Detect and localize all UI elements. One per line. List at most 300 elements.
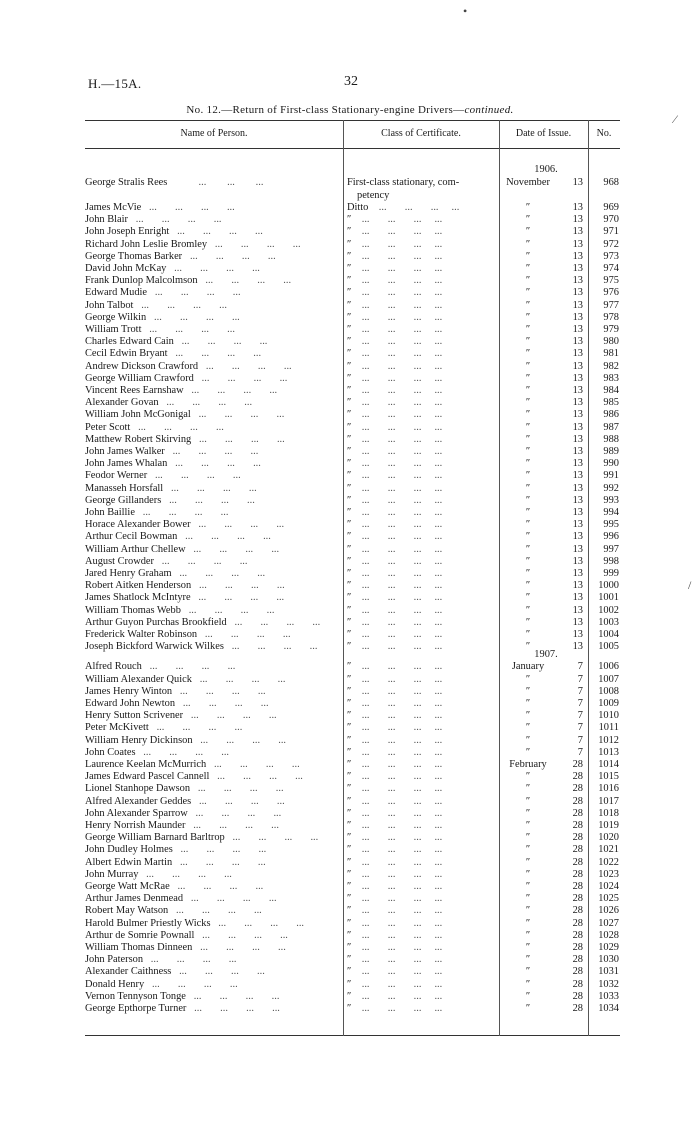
certificate-number: 1016: [598, 783, 619, 795]
person-name: John Dudley Holmes ... ... ... ...: [85, 844, 267, 856]
person-name: William Trott ... ... ... ...: [85, 324, 235, 335]
table-row: [85, 617, 620, 629]
issue-month: ″: [525, 641, 531, 653]
table-row: [85, 592, 620, 604]
table-row: [85, 373, 620, 385]
certificate-class: ″ ... ... ... ...: [347, 592, 443, 604]
issue-month: ″: [525, 421, 531, 433]
certificate-class: ″ ... ... ... ...: [347, 543, 443, 555]
table-row: [85, 735, 620, 747]
certificate-class: ″ ... ... ... ...: [347, 795, 443, 807]
person-name: Robert May Watson ... ... ... ...: [85, 905, 262, 917]
person-name: Matthew Robert Skirving ... ... ... ...: [85, 433, 285, 445]
table-row: [85, 556, 620, 568]
issue-day: 7: [577, 661, 583, 673]
person-name: James Henry Winton ... ... ... ...: [85, 685, 266, 697]
certificate-number: 1022: [598, 856, 619, 868]
issue-month: ″: [525, 868, 531, 880]
certificate-number: 1019: [598, 820, 619, 831]
certificate-class: ″ ... ... ... ...: [347, 698, 443, 709]
person-name: Frank Dunlop Malcolmson ... ... ... ...: [85, 275, 292, 287]
table-row: [85, 324, 620, 336]
certificate-class: ″ ... ... ... ...: [347, 385, 443, 396]
table-row: [85, 1003, 620, 1015]
person-name: James McVie ... ... ... ...: [85, 202, 235, 213]
issue-month: ″: [525, 1003, 531, 1014]
certificate-number: 1026: [598, 905, 619, 917]
issue-month: ″: [525, 978, 531, 990]
issue-day: 13: [572, 263, 583, 274]
certificate-number: 986: [603, 409, 619, 421]
certificate-class: ″ ... ... ... ...: [347, 673, 443, 685]
certificate-class: ″ ... ... ... ...: [347, 531, 443, 543]
person-name: Arthur Cecil Bowman ... ... ... ...: [85, 531, 271, 543]
table-row: [85, 483, 620, 495]
issue-day: 28: [572, 783, 583, 795]
person-name: David John McKay ... ... ... ...: [85, 263, 260, 274]
issue-month: ″: [525, 942, 531, 953]
issue-day: 28: [572, 844, 583, 856]
issue-month: ″: [525, 238, 531, 250]
certificate-class: ″ ... ... ... ...: [347, 783, 443, 795]
issue-day: 28: [572, 868, 583, 880]
table-row: [85, 796, 620, 808]
issue-month: ″: [525, 433, 531, 445]
table-row: [85, 507, 620, 519]
person-name: William Thomas Dinneen ... ... ... ...: [85, 942, 286, 953]
person-name: Albert Edwin Martin ... ... ... ...: [85, 856, 266, 868]
certificate-number: 973: [603, 250, 619, 262]
certificate-number: 987: [603, 421, 619, 433]
issue-day: 28: [572, 881, 583, 892]
certificate-class: ″ ... ... ... ...: [347, 868, 443, 880]
person-name: Charles Edward Cain ... ... ... ...: [85, 336, 268, 348]
certificate-class: ″ ... ... ... ...: [347, 507, 443, 518]
issue-month: ″: [525, 385, 531, 396]
certificate-class: ″ ... ... ... ...: [347, 990, 443, 1002]
issue-day: 7: [577, 746, 583, 758]
drivers-table: [85, 120, 620, 1036]
table-row: [85, 722, 620, 734]
issue-month: ″: [525, 807, 531, 819]
certificate-class: ″ ... ... ... ...: [347, 917, 443, 929]
issue-month: ″: [525, 397, 531, 409]
certificate-number: 1017: [598, 795, 619, 807]
certificate-number: 990: [603, 458, 619, 470]
issue-day: 7: [577, 734, 583, 746]
table-row: [85, 495, 620, 507]
certificate-class: ″ ... ... ... ...: [347, 311, 443, 323]
issue-day: 13: [572, 385, 583, 396]
issue-day: 13: [572, 397, 583, 409]
certificate-class: ″ ... ... ... ...: [347, 746, 443, 758]
certificate-number: 1028: [598, 929, 619, 941]
table-row: [85, 348, 620, 360]
certificate-class: ″ ... ... ... ...: [347, 519, 443, 531]
person-name: William Alexander Quick ... ... ... ...: [85, 673, 286, 685]
certificate-number: 975: [603, 275, 619, 287]
issue-month: ″: [525, 250, 531, 262]
certificate-class: ″ ... ... ... ...: [347, 470, 443, 482]
certificate-class: ″ ... ... ... ...: [347, 458, 443, 470]
table-row: [85, 991, 620, 1003]
certificate-number: 1007: [598, 673, 619, 685]
issue-month: ″: [525, 710, 531, 722]
year-1906: 1906.: [534, 164, 558, 175]
person-name: Frederick Walter Robinson ... ... ... ...: [85, 629, 291, 640]
issue-day: 28: [572, 820, 583, 831]
person-name: George William Crawford ... ... ... ...: [85, 372, 288, 384]
table-row: [85, 881, 620, 893]
issue-month: ″: [525, 832, 531, 844]
certificate-class: ″ ... ... ... ...: [347, 807, 443, 819]
table-row: [85, 905, 620, 917]
issue-month: ″: [525, 458, 531, 470]
certificate-class: ″ ... ... ... ...: [347, 820, 443, 831]
certificate-number: 982: [603, 360, 619, 372]
certificate-class: ″ ... ... ... ...: [347, 409, 443, 421]
table-row: [85, 893, 620, 905]
certificate-class: ″ ... ... ... ...: [347, 421, 443, 433]
certificate-class: ″ ... ... ... ...: [347, 336, 443, 348]
column-header-no: No.: [596, 128, 612, 139]
issue-day: 28: [572, 832, 583, 844]
table-row: [85, 954, 620, 966]
issue-day: 13: [572, 287, 583, 299]
person-name: George Epthorpe Turner ... ... ... ...: [85, 1003, 280, 1014]
certificate-class: ″ ... ... ... ...: [347, 881, 443, 892]
certificate-number: 1018: [598, 807, 619, 819]
column-header-date: Date of Issue.: [515, 128, 572, 139]
person-name: Feodor Werner ... ... ... ...: [85, 470, 241, 482]
issue-month: ″: [525, 746, 531, 758]
issue-day: 28: [572, 893, 583, 905]
certificate-class: ″ ... ... ... ...: [347, 759, 443, 770]
issue-day: 7: [577, 710, 583, 722]
table-row: [85, 966, 620, 978]
certificate-number: 1020: [598, 832, 619, 844]
issue-day: 13: [572, 494, 583, 506]
issue-month: ″: [525, 409, 531, 421]
certificate-number: 969: [603, 202, 619, 213]
title-main: No. 12.—Return of First-class Stationary-engine Drivers—: [186, 104, 465, 116]
table-row: [85, 930, 620, 942]
certificate-class: First-class stationary, com-: [347, 177, 460, 188]
person-name: Arthur de Somrie Pownall ... ... ... ...: [85, 929, 288, 941]
page-number: 32: [344, 74, 358, 89]
issue-month: ″: [525, 324, 531, 335]
table-row: [85, 519, 620, 531]
document-reference: H.—15A.: [88, 76, 142, 91]
certificate-class: ″ ... ... ... ...: [347, 661, 443, 673]
certificate-number: 1033: [598, 990, 619, 1002]
certificate-number: 996: [603, 531, 619, 543]
table-row: [85, 710, 620, 722]
person-name: Peter Scott ... ... ... ...: [85, 421, 224, 433]
issue-month: ″: [525, 673, 531, 685]
table-row: [85, 674, 620, 686]
issue-day: 28: [572, 954, 583, 966]
issue-month: ″: [525, 629, 531, 640]
person-name: John James Whalan ... ... ... ...: [85, 458, 261, 470]
person-name: Lionel Stanhope Dawson ... ... ... ...: [85, 783, 284, 795]
person-name: Robert Aitken Henderson ... ... ... ...: [85, 580, 285, 592]
person-name: Alexander Govan ... ... ... ...: [85, 397, 253, 409]
issue-day: 28: [572, 905, 583, 917]
issue-day: 13: [572, 433, 583, 445]
certificate-number: 1000: [598, 580, 619, 592]
issue-day: 13: [572, 250, 583, 262]
title-continued: continued.: [464, 104, 514, 116]
person-name: Arthur Guyon Purchas Brookfield ... ... ... ...: [85, 616, 321, 628]
certificate-number: 1003: [598, 616, 619, 628]
certificate-class: ″ ... ... ... ...: [347, 616, 443, 628]
certificate-number: 988: [603, 433, 619, 445]
certificate-number: 989: [603, 446, 619, 457]
certificate-number: 999: [603, 568, 619, 579]
table-row: [85, 759, 620, 771]
certificate-class: ″ ... ... ... ...: [347, 771, 443, 783]
certificate-class: ″ ... ... ... ...: [347, 360, 443, 372]
issue-month: ″: [525, 494, 531, 506]
issue-month: ″: [525, 446, 531, 457]
issue-day: 13: [572, 348, 583, 360]
certificate-number: 1014: [598, 759, 619, 770]
certificate-class: ″ ... ... ... ...: [347, 905, 443, 917]
table-row: [85, 629, 620, 641]
certificate-number: 1011: [598, 722, 619, 734]
certificate-number: 1010: [598, 710, 619, 722]
issue-day: 13: [572, 409, 583, 421]
certificate-class: ″ ... ... ... ...: [347, 287, 443, 299]
table-row: [85, 544, 620, 556]
issue-day: 13: [572, 519, 583, 531]
certificate-number: 985: [603, 397, 619, 409]
certificate-class: ″ ... ... ... ...: [347, 494, 443, 506]
certificate-number: 1012: [598, 734, 619, 746]
issue-day: 7: [577, 698, 583, 709]
issue-day: 13: [572, 311, 583, 323]
certificate-class: ″ ... ... ... ...: [347, 299, 443, 311]
issue-day: 13: [572, 446, 583, 457]
issue-day: 13: [572, 482, 583, 494]
issue-day: 13: [572, 531, 583, 543]
certificate-number: 1023: [598, 868, 619, 880]
certificate-number: 997: [603, 543, 619, 555]
issue-day: 13: [572, 604, 583, 616]
issue-month: ″: [525, 844, 531, 856]
issue-month: ″: [525, 917, 531, 929]
issue-month: ″: [525, 929, 531, 941]
certificate-number: 1009: [598, 698, 619, 709]
issue-month: ″: [525, 226, 531, 238]
table-row: [85, 808, 620, 820]
table-row: [85, 747, 620, 759]
margin-mark: ⁄: [674, 112, 677, 126]
issue-month: ″: [525, 592, 531, 604]
issue-day: 13: [572, 580, 583, 592]
issue-month: ″: [525, 299, 531, 311]
issue-day: 13: [572, 616, 583, 628]
issue-day: 13: [572, 555, 583, 567]
person-name: Richard John Leslie Bromley ... ... ... ...: [85, 238, 301, 250]
issue-month: January: [511, 661, 545, 673]
issue-day: 13: [572, 543, 583, 555]
certificate-class: ″ ... ... ... ...: [347, 348, 443, 360]
issue-month: ″: [525, 856, 531, 868]
table-row: [85, 434, 620, 446]
issue-day: 13: [572, 421, 583, 433]
person-name: William Arthur Chellew ... ... ... ...: [85, 543, 280, 555]
certificate-number: 991: [603, 470, 619, 482]
certificate-number: 1002: [598, 604, 619, 616]
certificate-class: ″ ... ... ... ...: [347, 832, 443, 844]
person-name: George Stralis Rees ... ... ...: [85, 177, 264, 188]
issue-day: 13: [572, 324, 583, 335]
issue-day: 13: [572, 629, 583, 640]
certificate-class: ″ ... ... ... ...: [347, 942, 443, 953]
certificate-class: ″ ... ... ... ...: [347, 734, 443, 746]
issue-day: 13: [572, 458, 583, 470]
certificate-class: ″ ... ... ... ...: [347, 263, 443, 274]
issue-month: ″: [525, 519, 531, 531]
issue-day: 28: [572, 856, 583, 868]
table-row: [85, 336, 620, 348]
certificate-number: 995: [603, 519, 619, 531]
issue-month: ″: [525, 881, 531, 892]
issue-day: 13: [572, 336, 583, 348]
issue-month: ″: [525, 966, 531, 978]
issue-month: ″: [525, 543, 531, 555]
issue-day: 28: [572, 795, 583, 807]
certificate-number: 1001: [598, 592, 619, 604]
certificate-number: 974: [603, 263, 619, 274]
issue-month: ″: [525, 580, 531, 592]
issue-day: 28: [572, 942, 583, 953]
table-row: [85, 312, 620, 324]
certificate-class: ″ ... ... ... ...: [347, 1003, 443, 1014]
issue-day: 13: [572, 641, 583, 653]
table-row: [85, 979, 620, 991]
issue-month: ″: [525, 771, 531, 783]
table-row: [85, 857, 620, 869]
person-name: Edward Mudie ... ... ... ...: [85, 287, 241, 299]
table-row: [85, 385, 620, 397]
table-row: [85, 397, 620, 409]
person-name: Andrew Dickson Crawford ... ... ... ...: [85, 360, 292, 372]
table-row: [85, 300, 620, 312]
table-row: [85, 942, 620, 954]
certificate-number: 998: [603, 555, 619, 567]
table-row: [85, 869, 620, 881]
person-name: Donald Henry ... ... ... ...: [85, 978, 238, 990]
certificate-class: ″ ... ... ... ...: [347, 482, 443, 494]
certificate-class: ″ ... ... ... ...: [347, 929, 443, 941]
issue-month: ″: [525, 783, 531, 795]
issue-month: ″: [525, 555, 531, 567]
table-row: [85, 531, 620, 543]
issue-month: ″: [525, 372, 531, 384]
issue-day: 7: [577, 673, 583, 685]
certificate-number: 976: [603, 287, 619, 299]
issue-day: 28: [572, 1003, 583, 1014]
person-name: Joseph Bickford Warwick Wilkes ... ... ... ...: [85, 641, 318, 653]
certificate-number: 971: [603, 226, 619, 238]
issue-month: ″: [525, 893, 531, 905]
issue-month: ″: [525, 722, 531, 734]
certificate-number: 1008: [598, 685, 619, 697]
issue-month: ″: [525, 287, 531, 299]
issue-month: ″: [525, 348, 531, 360]
column-header-name: Name of Person.: [180, 128, 248, 139]
table-row: [85, 580, 620, 592]
person-name: August Crowder ... ... ... ...: [85, 555, 248, 567]
issue-day: 13: [572, 470, 583, 482]
certificate-number: 972: [603, 238, 619, 250]
issue-month: ″: [525, 482, 531, 494]
issue-day: 13: [572, 226, 583, 238]
certificate-number: 1015: [598, 771, 619, 783]
stray-mark: •: [463, 4, 468, 18]
person-name: John Talbot ... ... ... ...: [85, 299, 227, 311]
certificate-class: ″ ... ... ... ...: [347, 568, 443, 579]
table-row-first: [85, 177, 620, 189]
certificate-class: ″ ... ... ... ...: [347, 275, 443, 287]
person-name: John James Walker ... ... ... ...: [85, 446, 259, 457]
person-name: Horace Alexander Bower ... ... ... ...: [85, 519, 285, 531]
table-top-rule: [85, 120, 620, 121]
certificate-number: 1030: [598, 954, 619, 966]
certificate-number: 984: [603, 385, 619, 396]
certificate-number: 1013: [598, 746, 619, 758]
certificate-class: ″ ... ... ... ...: [347, 580, 443, 592]
issue-month: ″: [525, 214, 531, 226]
table-row: [85, 361, 620, 373]
issue-day: 28: [572, 917, 583, 929]
issue-month: ″: [525, 360, 531, 372]
return-title: [0, 104, 700, 116]
certificate-class: ″ ... ... ... ...: [347, 324, 443, 335]
issue-month: ″: [525, 263, 531, 274]
person-name: Laurence Keelan McMurrich ... ... ... ...: [85, 759, 300, 770]
issue-day: 13: [572, 372, 583, 384]
certificate-number: 970: [603, 214, 619, 226]
issue-month: ″: [525, 470, 531, 482]
person-name: Harold Bulmer Priestly Wicks ... ... ... ...: [85, 917, 305, 929]
table-row: [85, 422, 620, 434]
issue-day: 28: [572, 966, 583, 978]
issue-month: ″: [525, 604, 531, 616]
year-1907: 1907.: [534, 649, 558, 661]
table-row: [85, 263, 620, 275]
certificate-class: ″ ... ... ... ...: [347, 856, 443, 868]
column-header-class: Class of Certificate.: [381, 128, 461, 139]
certificate-class: ″ ... ... ... ...: [347, 604, 443, 616]
certificate-class: ″ ... ... ... ...: [347, 433, 443, 445]
certificate-class: ″ ... ... ... ...: [347, 710, 443, 722]
issue-day: 28: [572, 759, 583, 770]
certificate-class: ″ ... ... ... ...: [347, 446, 443, 457]
issue-month: ″: [525, 990, 531, 1002]
certificate-number: 968: [603, 177, 619, 188]
issue-day: 13: [572, 275, 583, 287]
certificate-number: 1021: [598, 844, 619, 856]
certificate-number: 1034: [598, 1003, 619, 1014]
person-name: James Shatlock McIntyre ... ... ... ...: [85, 592, 285, 604]
person-name: George Thomas Barker ... ... ... ...: [85, 250, 276, 262]
issue-day: 13: [572, 202, 583, 213]
certificate-number: 1031: [598, 966, 619, 978]
